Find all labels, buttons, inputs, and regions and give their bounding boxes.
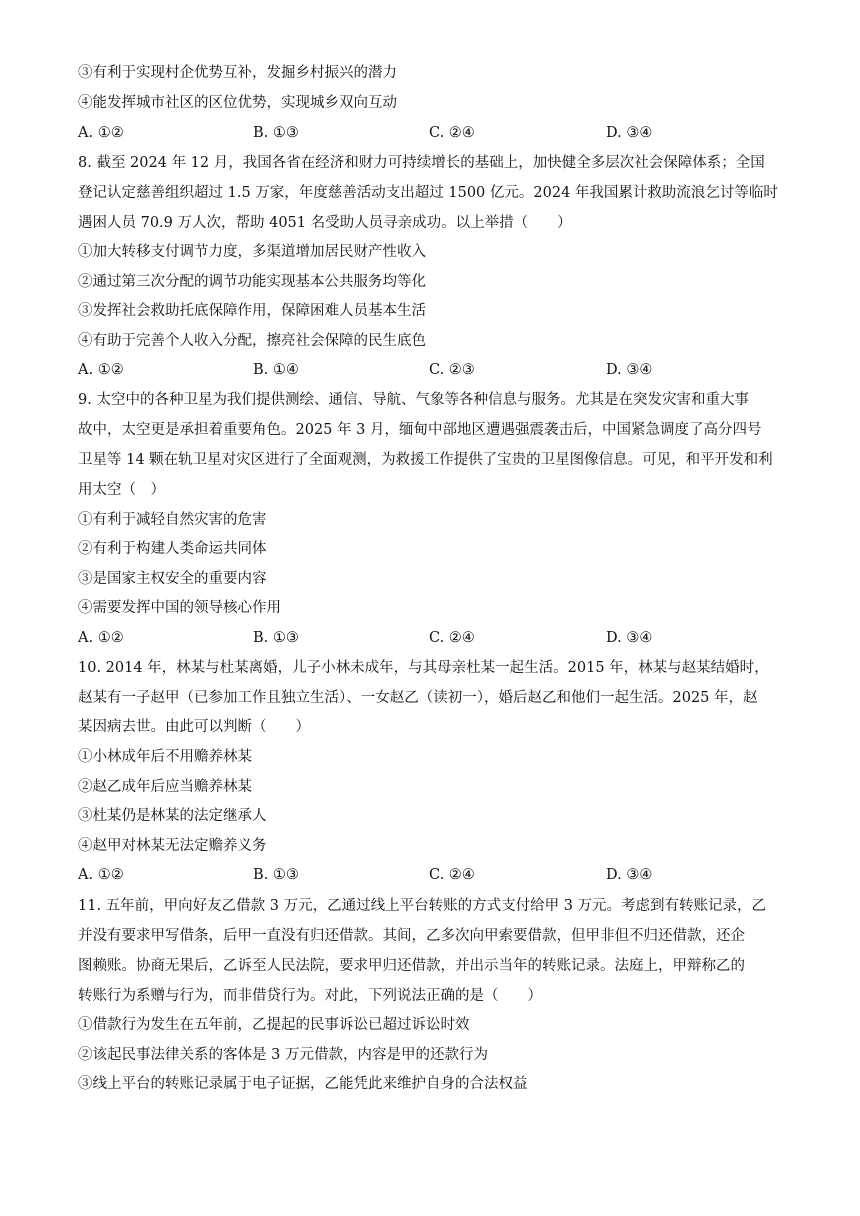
q11-stem-4: 转账行为系赠与行为，而非借贷行为。对此，下列说法正确的是（ ） (78, 988, 542, 1004)
q10-options (78, 865, 778, 885)
q11-item-1: ①借款行为发生在五年前，乙提起的民事诉讼已超过诉讼时效 (78, 1017, 470, 1033)
q7-option-d: D. ③④ (606, 125, 653, 141)
q11-item-2: ②该起民事法律关系的客体是 3 万元借款，内容是甲的还款行为 (78, 1047, 488, 1063)
q8-option-b: B. ①④ (253, 362, 299, 378)
q8-option-d: D. ③④ (606, 362, 653, 378)
q10-option-b: B. ①③ (253, 867, 299, 883)
q9-stem-4: 用太空（ ） (78, 482, 165, 498)
q8-item-2: ②通过第三次分配的调节功能实现基本公共服务均等化 (78, 274, 426, 290)
q8-option-c: C. ②③ (429, 362, 475, 378)
q7-option-b: B. ①③ (253, 125, 299, 141)
q8-item-1: ①加大转移支付调节力度，多渠道增加居民财产性收入 (78, 244, 426, 260)
q9-stem-3: 卫星等 14 颗在轨卫星对灾区进行了全面观测，为救援工作提供了宝贵的卫星图像信息。可见，和平开发和利 (78, 452, 773, 468)
q10-item-1: ①小林成年后不用赡养林某 (78, 749, 252, 765)
q8-item-4: ④有助于完善个人收入分配，擦亮社会保障的民生底色 (78, 333, 426, 349)
q8-item-3: ③发挥社会救助托底保障作用，保障困难人员基本生活 (78, 303, 426, 319)
q10-stem-1: 10. 2014 年，林某与杜某离婚，儿子小林未成年，与其母亲杜某一起生活。2015 年，林某与赵某结婚时， (78, 660, 769, 676)
q9-option-c: C. ②④ (429, 630, 475, 646)
q9-option-b: B. ①③ (253, 630, 299, 646)
q11-item-3: ③线上平台的转账记录属于电子证据，乙能凭此来维护自身的合法权益 (78, 1076, 528, 1092)
q9-item-2: ②有利于构建人类命运共同体 (78, 541, 267, 557)
q9-option-d: D. ③④ (606, 630, 653, 646)
q9-stem-2: 故中，太空更是承担着重要角色。2025 年 3 月，缅甸中部地区遭遇强震袭击后，中国紧急调度了高分四号 (78, 422, 762, 438)
q10-item-3: ③杜某仍是林某的法定继承人 (78, 808, 267, 824)
q10-stem-3: 某因病去世。由此可以判断（ ） (78, 719, 310, 735)
q10-item-4: ④赵甲对林某无法定赡养义务 (78, 838, 267, 854)
q11-stem-1: 11. 五年前，甲向好友乙借款 3 万元，乙通过线上平台转账的方式支付给甲 3 万元。考虑到有转账记录，乙 (78, 898, 767, 914)
q9-item-3: ③是国家主权安全的重要内容 (78, 571, 267, 587)
q8-option-a: A. ①② (78, 362, 124, 378)
q8-stem-1: 8. 截至 2024 年 12 月，我国各省在经济和财力可持续增长的基础上，加快健全多层次社会保障体系；全国 (78, 155, 765, 171)
q11-stem-3: 图赖账。协商无果后，乙诉至人民法院，要求甲归还借款，并出示当年的转账记录。法庭上，甲辩称乙的 (78, 958, 745, 974)
q7-options (78, 123, 778, 143)
q11-stem-2: 并没有要求甲写借条，后甲一直没有归还借款。其间，乙多次向甲索要借款，但甲非但不归还借款，还企 (78, 928, 745, 944)
q9-item-4: ④需要发挥中国的领导核心作用 (78, 600, 281, 616)
q7-option-c: C. ②④ (429, 125, 475, 141)
q9-stem-1: 9. 太空中的各种卫星为我们提供测绘、通信、导航、气象等各种信息与服务。尤其是在突发灾害和重大事 (78, 392, 749, 408)
q10-item-2: ②赵乙成年后应当赡养林某 (78, 779, 252, 795)
q10-option-a: A. ①② (78, 867, 124, 883)
q9-option-a: A. ①② (78, 630, 124, 646)
q9-options (78, 628, 778, 648)
q9-item-1: ①有利于减轻自然灾害的危害 (78, 512, 267, 528)
q7-item-4: ④能发挥城市社区的区位优势，实现城乡双向互动 (78, 95, 397, 111)
q8-options (78, 360, 778, 380)
q7-item-3: ③有利于实现村企优势互补，发掘乡村振兴的潜力 (78, 65, 397, 81)
q10-option-d: D. ③④ (606, 867, 653, 883)
q8-stem-2: 登记认定慈善组织超过 1.5 万家，年度慈善活动支出超过 1500 亿元。2024 年我国累计救助流浪乞讨等临时 (78, 185, 778, 201)
q7-option-a: A. ①② (78, 125, 124, 141)
q10-stem-2: 赵某有一子赵甲（已参加工作且独立生活）、一女赵乙（读初一），婚后赵乙和他们一起生活。2025 年，赵 (78, 690, 758, 706)
q10-option-c: C. ②④ (429, 867, 475, 883)
q8-stem-3: 遇困人员 70.9 万人次，帮助 4051 名受助人员寻亲成功。以上举措（ ） (78, 215, 572, 231)
